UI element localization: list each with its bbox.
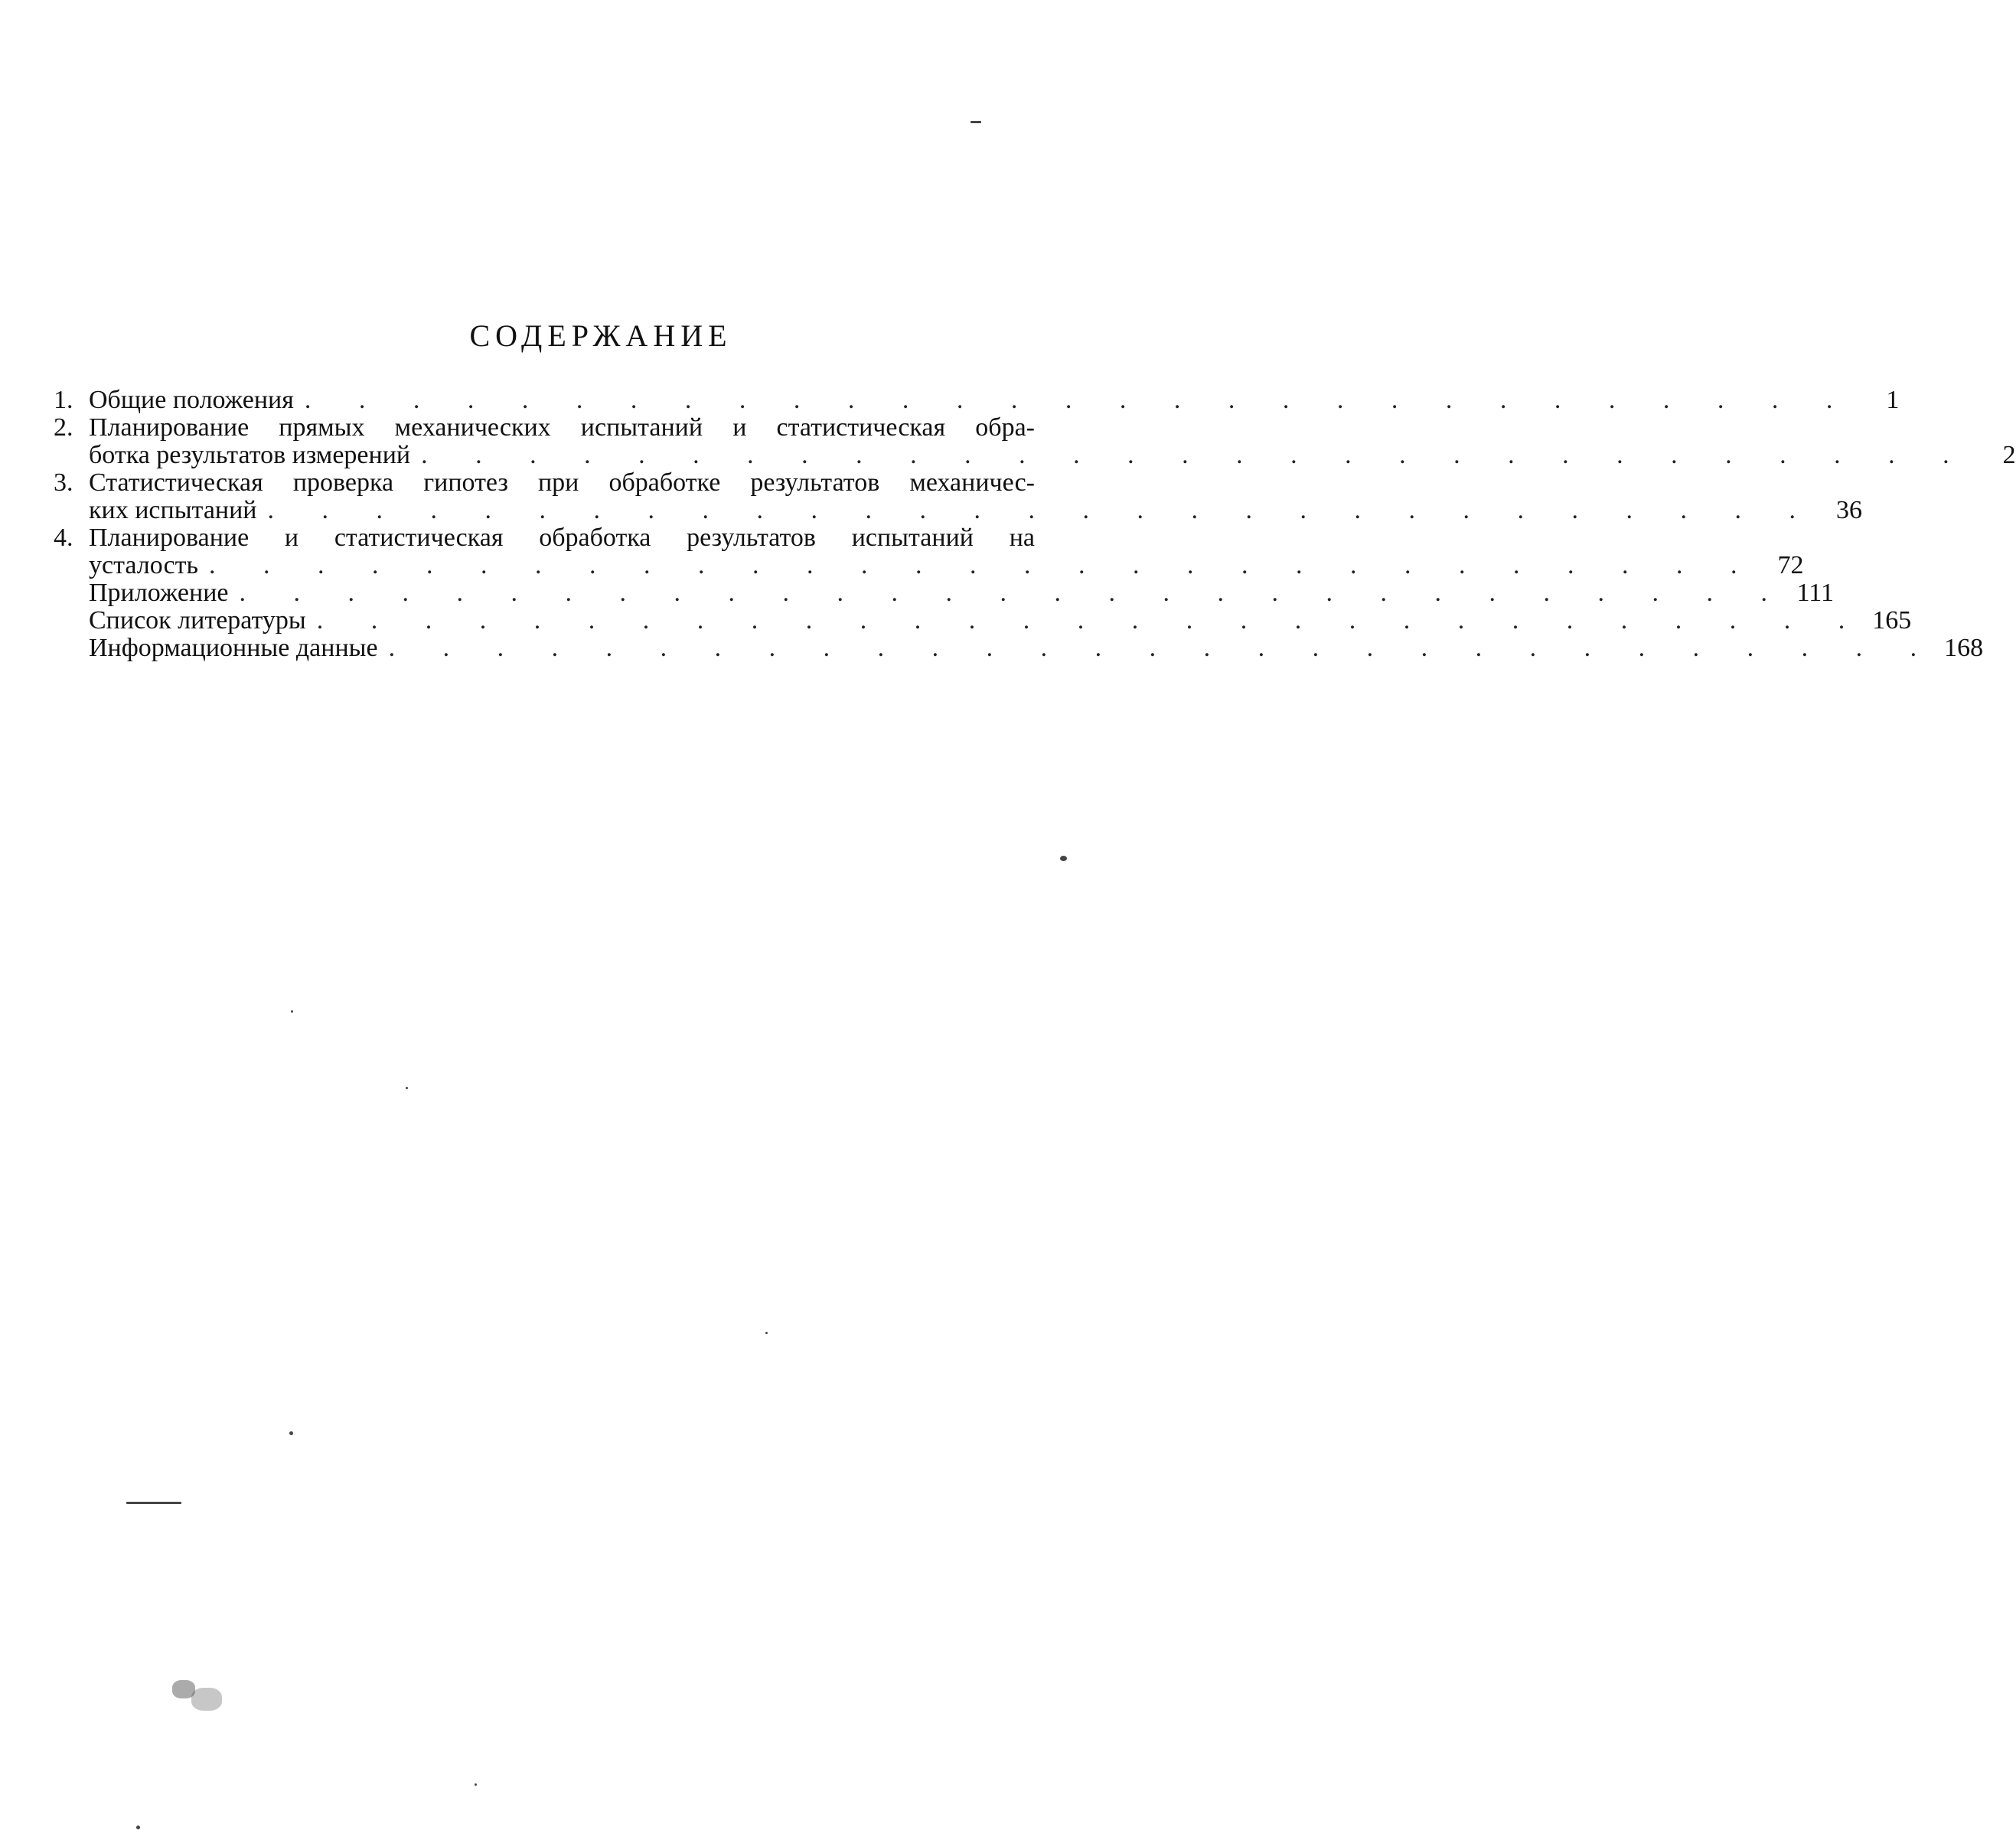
toc-entry-page: 168 [1944,634,1984,662]
toc-entry-3 [54,468,1862,524]
toc-entry-number: 1. [54,386,73,414]
toc-entry-references [54,606,1912,635]
toc-entry-appendix [54,579,1834,607]
toc-entry-2 [54,413,2016,469]
toc-entry-page: 1 [1886,386,1900,414]
table-of-contents [54,386,2016,662]
dot-leader: . . . . . . . . . . . . . . . . . . . . . . . . . . . . . [209,551,1758,579]
toc-entry-page: 36 [1836,496,1862,524]
dot-leader: . . . . . . . . . . . . . . . . . . . . . . . . . . . . . [388,634,1938,662]
toc-entry-page: 111 [1796,579,1834,607]
toc-entry-text-line: Планирование прямых механических испытаний и статистическая обра- [89,413,1035,442]
toc-entry-text: Общие положения [89,386,294,414]
toc-entry-text-line: Планирование и статистическая обработка результатов испытаний на [89,524,1035,552]
dot-leader: . . . . . . . . . . . . . . . . . . . . . . . . . . . . . [267,496,1816,524]
toc-entry-1 [54,386,1900,414]
page-title: СОДЕРЖАНИЕ [469,318,732,353]
toc-entry-page: 72 [1777,551,1804,579]
toc-entry-info-data [54,634,1984,662]
toc-entry-4 [54,524,1804,579]
toc-entry-text: Приложение [89,579,229,607]
toc-entry-number: 4. [54,524,73,552]
dot-leader: . . . . . . . . . . . . . . . . . . . . . . . . . . . . . [421,441,1970,469]
toc-entry-number: 2. [54,413,73,442]
dot-leader: . . . . . . . . . . . . . . . . . . . . . . . . . . . . . [316,606,1866,635]
toc-entry-number: 3. [54,468,73,497]
dot-leader: . . . . . . . . . . . . . . . . . . . . . . . . . . . . . [239,579,1788,607]
dot-leader: . . . . . . . . . . . . . . . . . . . . . . . . . . . . . [304,386,1854,414]
toc-entry-text: ких испытаний [89,496,257,524]
toc-entry-text-line: Статистическая проверка гипотез при обработке результатов механичес- [89,468,1035,497]
toc-entry-text: ботка результатов измерений [89,441,411,469]
toc-entry-text: Список литературы [89,606,306,635]
toc-entry-page: 165 [1872,606,1912,635]
toc-entry-text: Информационные данные [89,634,378,662]
toc-entry-text: усталость [89,551,199,579]
toc-entry-page: 2 [2002,441,2016,469]
